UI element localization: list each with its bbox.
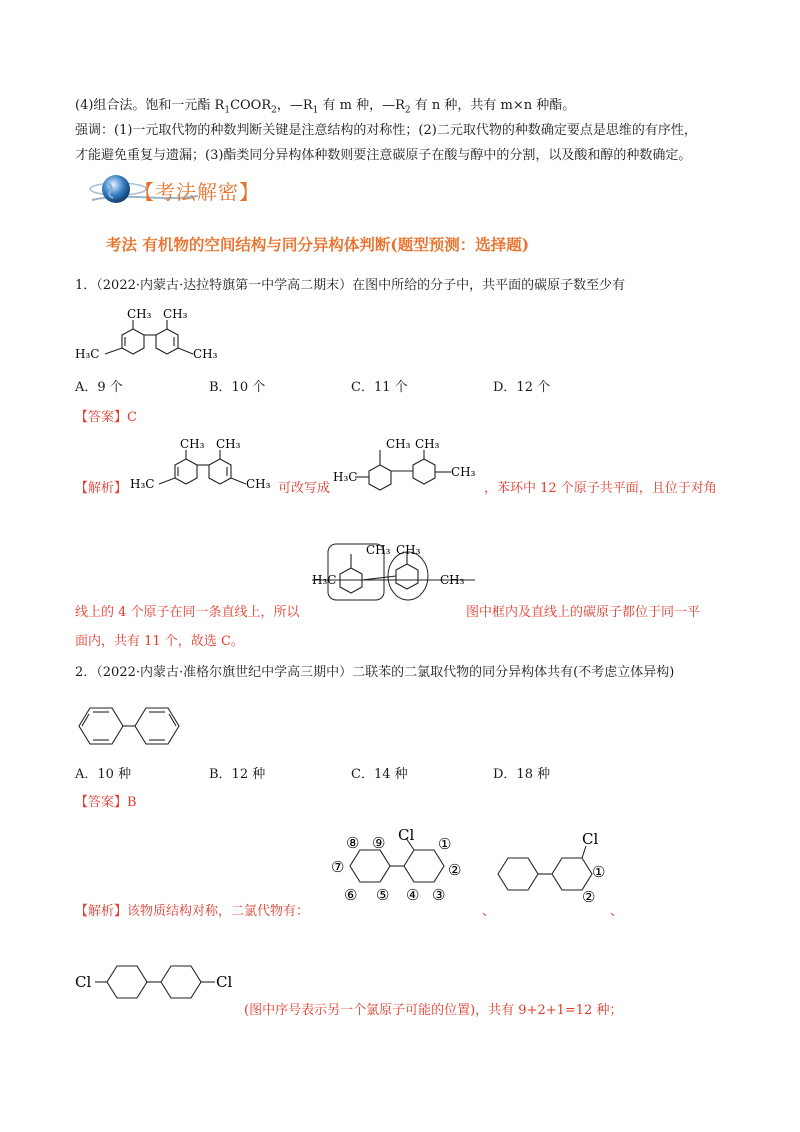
chlorine-label: Cl	[398, 826, 415, 844]
q2-analysis-text	[75, 903, 309, 921]
intro-text: (4)组合法。饱和一元酯 R	[75, 98, 225, 113]
position-label: ②	[448, 861, 462, 879]
methyl-label: CH₃	[180, 437, 205, 451]
analysis-text: 该物质结构对称，二氯代物有：	[127, 904, 310, 919]
q1-analysis-line-3: 面内，共有 11 个，故选 C。	[75, 634, 244, 649]
methyl-label: CH₃	[216, 437, 241, 451]
intro-text: ，—R	[276, 98, 313, 113]
q1-stem: 1．（2022·内蒙古·达拉特旗第一中学高二期末）在图中所给的分子中，共平面的碳原子数至少有	[75, 278, 626, 293]
q2-biphenyl-diagram	[75, 700, 195, 752]
q2-option-c[interactable]: C．14 种	[351, 767, 408, 782]
section-banner	[88, 170, 288, 210]
intro-line-1	[75, 97, 575, 120]
methyl-label: CH₃	[193, 347, 218, 361]
q2-separator-2: 、	[610, 904, 624, 919]
q1-option-d[interactable]: D．12 个	[493, 380, 551, 395]
subscript: 1	[224, 105, 231, 116]
q2-option-b[interactable]: B．12 种	[209, 767, 266, 782]
methyl-label: H₃C	[333, 470, 358, 484]
chlorine-label: Cl	[75, 973, 92, 991]
position-label: ②	[582, 888, 596, 906]
methyl-label: CH₃	[366, 543, 391, 557]
position-label: ③	[432, 886, 446, 904]
q2-option-a[interactable]: A．10 种	[75, 767, 132, 782]
position-label: ⑨	[372, 834, 386, 852]
methyl-label: CH₃	[163, 307, 188, 321]
methyl-label: H₃C	[130, 477, 155, 491]
position-label: ①	[592, 863, 606, 881]
intro-line-3: 才能避免重复与遗漏；(3)酯类同分异构体种数则要注意碳原子在酸与醇中的分割，以及酸和醇的种数确定。	[75, 148, 692, 163]
subscript: 2	[404, 105, 411, 116]
q2-option-d[interactable]: D．18 种	[493, 767, 551, 782]
position-label: ⑥	[344, 886, 358, 904]
q2-separator-1: 、	[482, 904, 496, 919]
q2-analysis-diagram-1	[330, 822, 470, 908]
section-title: 考法 有机物的空间结构与同分异构体判断(题型预测：选择题)	[106, 235, 530, 254]
subscript: 1	[312, 105, 319, 116]
q1-answer: 【答案】C	[75, 410, 137, 425]
position-label: ④	[406, 886, 420, 904]
position-label: ⑤	[376, 886, 390, 904]
q1-option-b[interactable]: B．10 个	[209, 380, 266, 395]
q2-answer: 【答案】B	[75, 795, 137, 810]
q1-analysis-label: 【解析】	[75, 481, 128, 496]
q1-analysis-diagram-1	[130, 432, 280, 500]
q1-option-c[interactable]: C．11 个	[351, 380, 408, 395]
methyl-label: H₃C	[312, 573, 337, 587]
q1-analysis-end: ，苯环中 12 个原子共平面，且位于对角	[484, 481, 717, 496]
position-label: ⑦	[331, 858, 345, 876]
q1-analysis-diagram-3	[300, 540, 480, 608]
chlorine-label: Cl	[582, 830, 599, 848]
q2-stem: 2．（2022·内蒙古·准格尔旗世纪中学高三期中）二联苯的二氯取代物的同分异构体共有(不考虑立体异构)	[75, 665, 675, 680]
intro-text: COOR	[230, 98, 272, 113]
position-label: ①	[438, 835, 452, 853]
analysis-label: 【解析】	[75, 904, 128, 919]
intro-text: 有 n 种，共有 m×n 种酯。	[410, 98, 576, 113]
methyl-label: CH₃	[415, 437, 440, 451]
subscript: 2	[271, 105, 277, 116]
q1-option-a[interactable]: A．9 个	[75, 380, 123, 395]
q1-analysis-mid: 可改写成	[278, 481, 331, 496]
methyl-label: CH₃	[440, 573, 465, 587]
q1-analysis-line-2a: 线上的 4 个原子在同一条直线上，所以	[75, 605, 300, 620]
methyl-label: CH₃	[451, 465, 476, 479]
q2-analysis-diagram-2	[492, 822, 612, 908]
intro-text: 有 m 种，—R	[318, 98, 405, 113]
methyl-label: CH₃	[127, 307, 152, 321]
q1-analysis-line-2b: 图中框内及直线上的碳原子都位于同一平	[466, 605, 701, 620]
methyl-label: CH₃	[396, 543, 421, 557]
q2-analysis-diagram-3	[75, 956, 250, 1012]
chlorine-label: Cl	[216, 973, 233, 991]
banner-title: 【考法解密】	[134, 180, 260, 204]
methyl-label: CH₃	[386, 437, 411, 451]
q2-analysis-last: (图中序号表示另一个氯原子可能的位置)，共有 9+2+1=12 种；	[244, 1003, 623, 1018]
methyl-label: H₃C	[75, 347, 100, 361]
q1-analysis-diagram-2	[333, 432, 483, 500]
q1-molecule-diagram	[75, 302, 235, 370]
intro-line-2: 强调：(1)一元取代物的种数判断关键是注意结构的对称性；(2)二元取代物的种数确定要点是思维的有序性，	[75, 123, 697, 138]
position-label: ⑧	[346, 834, 360, 852]
methyl-label: CH₃	[246, 477, 271, 491]
